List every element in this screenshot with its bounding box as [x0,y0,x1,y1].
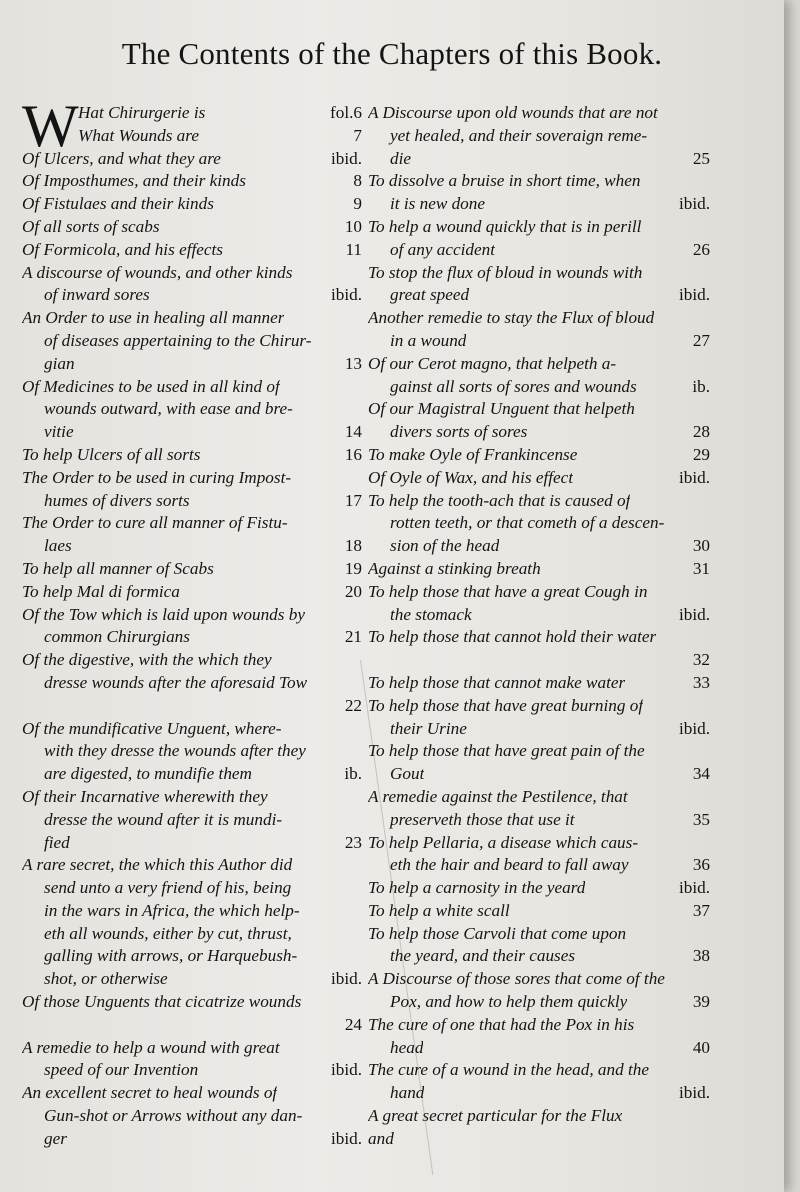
entry-text: the stomack [390,604,472,624]
entry-page-number: 30 [692,536,710,556]
entry-text: A discourse of wounds, and other kinds [22,262,293,282]
contents-entry-line [368,148,710,171]
entry-text: Of Oyle of Wax, and his effect [368,467,574,487]
entry-text: and [368,1128,394,1148]
entry-text: great speed [390,285,470,305]
contents-entry-line [22,672,362,695]
contents-entry-line [368,421,710,444]
entry-page-number: 33 [692,672,710,692]
entry-text: wounds outward, with ease and bre- [44,399,293,419]
contents-entry-line [22,923,362,946]
contents-entry-line [22,467,362,490]
entry-text: Of Formicola, and his effects [22,239,223,259]
entry-text: galling with arrows, or Harquebush- [44,946,298,966]
entry-text: To help Pellaria, a disease which caus- [368,832,639,852]
entry-text: Of the Tow which is laid upon wounds by [22,604,305,624]
contents-entry-line [22,786,362,809]
entry-text: An excellent secret to heal wounds of [22,1083,278,1103]
entry-page-number: ibid. [330,285,362,305]
entry-text: A remedie against the Pestilence, that [368,786,628,806]
entry-page-number: 22 [344,695,362,715]
entry-text: The Order to cure all manner of Fistu- [22,513,288,533]
contents-entry-line [368,877,710,900]
contents-entry-line [22,1037,362,1060]
entry-text: their Urine [390,718,467,738]
contents-column-left [22,93,362,1151]
entry-text: The cure of one that had the Pox in his [368,1014,635,1034]
entry-text: Of the digestive, with the which they [22,650,272,670]
contents-entry-line [22,239,362,262]
entry-text: Of Imposthumes, and their kinds [22,171,246,191]
entry-text: in the wars in Africa, the which help- [44,900,300,920]
entry-page-number: 39 [692,992,710,1012]
entry-page-number: 26 [692,239,710,259]
entry-text: ger [44,1128,67,1148]
contents-entry-line [22,1059,362,1082]
contents-entry-line [368,353,710,376]
entry-text: die [390,148,411,168]
entry-page-number: ibid. [678,718,710,738]
contents-entry-line [22,626,362,649]
entry-text: An Order to use in healing all manner [22,308,285,328]
entry-page-number: 28 [692,422,710,442]
contents-entry-line [22,558,362,581]
entry-text: To help those that have great burning of [368,695,644,715]
contents-entry-line [22,421,362,444]
entry-text: Gout [390,764,425,784]
entry-text: divers sorts of sores [390,422,528,442]
contents-entry-line [22,353,362,376]
entry-page-number: 38 [692,946,710,966]
entry-text: yet healed, and their soveraign reme- [390,125,648,145]
contents-entry-line [368,1037,710,1060]
contents-entry-line [22,991,362,1014]
entry-text: shot, or otherwise [44,969,168,989]
contents-entry-line [368,1014,710,1037]
contents-entry-line [22,216,362,239]
entry-text: To help those Carvoli that come upon [368,923,627,943]
entry-text: To help a carnosity in the yeard [368,878,586,898]
contents-entry-line [368,444,710,467]
entry-page-number: ibid. [678,194,710,214]
entry-text: gainst all sorts of sores and wounds [390,376,637,396]
contents-entry-line [368,968,710,991]
entry-page-number: ibid. [330,148,362,168]
contents-entry-line [22,581,362,604]
entry-page-number: ibid. [678,604,710,624]
entry-page-number: ibid. [678,878,710,898]
entry-text: Against a stinking breath [368,558,541,578]
entry-text: To stop the flux of bloud in wounds with [368,262,643,282]
contents-entry-line [368,763,710,786]
entry-page-number: 31 [692,558,710,578]
entry-page-number: 16 [344,444,362,464]
entry-page-number: 25 [692,148,710,168]
contents-entry-line [368,581,710,604]
entry-page-number: ibid. [678,1083,710,1103]
contents-entry-line [22,1082,362,1105]
contents-entry-line [22,695,362,718]
contents-entry-line [368,649,710,672]
entry-text: eth the hair and beard to fall away [390,855,629,875]
entry-text: Of their Incarnative wherewith they [22,786,268,806]
contents-entry-line [368,216,710,239]
contents-entry-line [22,1128,362,1151]
contents-entry-line [368,809,710,832]
contents-entry-line [368,718,710,741]
contents-entry-line [22,193,362,216]
entry-page-number: ibid. [678,285,710,305]
contents-entry-line [368,786,710,809]
contents-entry-line [368,900,710,923]
entry-page-number: 23 [344,832,362,852]
entry-text: To help Mal di formica [22,581,180,601]
entry-text: are digested, to mundifie them [44,764,252,784]
entry-text: Another remedie to stay the Flux of bloud [368,308,655,328]
entry-page-number: 11 [345,239,362,259]
entry-page-number: 34 [692,764,710,784]
entry-page-number: 8 [353,171,362,191]
entry-text: A Discourse of those sores that come of the [368,969,665,989]
entry-text: To help all manner of Scabs [22,558,214,578]
entry-text: To help the tooth-ach that is caused of [368,490,631,510]
contents-entry-line [22,763,362,786]
entry-text: To dissolve a bruise in short time, when [368,171,641,191]
contents-entry-line [22,1105,362,1128]
contents-entry-line [368,1082,710,1105]
contents-entry-line [368,740,710,763]
entry-page-number: 27 [692,330,710,350]
contents-entry-line [368,239,710,262]
entry-text: A Discourse upon old wounds that are not [368,103,658,122]
entry-text: Of Ulcers, and what they are [22,148,221,168]
contents-entry-line [22,307,362,330]
entry-page-number: ibid. [330,1060,362,1080]
entry-text: Of our Cerot magno, that helpeth a- [368,353,617,373]
entry-page-number: fol.6 [330,103,362,122]
entry-text: it is new done [390,194,486,214]
contents-entry-line [22,262,362,285]
entry-page-number: ib. [692,376,710,396]
entry-text: What Wounds are [78,125,199,145]
contents-entry-line [368,923,710,946]
contents-entry-line [368,490,710,513]
contents-entry-line [22,604,362,627]
contents-entry-line [368,512,710,535]
contents-entry-line [368,376,710,399]
entry-text: Gun-shot or Arrows without any dan- [44,1106,303,1126]
entry-text: Of all sorts of scabs [22,216,160,236]
entry-text: The cure of a wound in the head, and the [368,1060,650,1080]
entry-text: A rare secret, the which this Author did [22,855,293,875]
contents-entry-line [22,444,362,467]
entry-text: Of Fistulaes and their kinds [22,194,214,214]
entry-page-number: 20 [344,581,362,601]
contents-entry-line [22,535,362,558]
contents-entry-line [22,718,362,741]
contents-entry-line [22,832,362,855]
contents-entry-line [368,626,710,649]
contents-entry-line [368,558,710,581]
contents-entry-line [22,512,362,535]
contents-entry-line [22,900,362,923]
contents-entry-line [368,672,710,695]
contents-entry-line [22,968,362,991]
entry-page-number: 13 [344,353,362,373]
contents-entry-line [368,284,710,307]
contents-entry-line [22,809,362,832]
contents-entry-line [22,284,362,307]
contents-entry-line [368,125,710,148]
entry-text: send unto a very friend of his, being [44,878,292,898]
contents-entry-line [368,854,710,877]
contents-entry-line [22,740,362,763]
contents-entry-line [368,307,710,330]
contents-entry-line [368,467,710,490]
entry-text: fied [44,832,70,852]
contents-entry-line [368,193,710,216]
entry-page-number: 9 [353,194,362,214]
entry-page-number: ibid. [330,969,362,989]
entry-text: gian [44,353,75,373]
entry-text: Of those Unguents that cicatrize wounds [22,992,302,1012]
entry-text: To help those that cannot hold their water [368,627,657,647]
entry-text: A great secret particular for the Flux [368,1106,623,1126]
entry-page-number: 36 [692,855,710,875]
contents-entry-line [368,170,710,193]
contents-entry-line [368,102,710,125]
entry-page-number: 7 [353,125,362,145]
entry-text: To make Oyle of Frankincense [368,444,578,464]
entry-page-number: 37 [692,900,710,920]
entry-page-number: 17 [344,490,362,510]
entry-text: Hat Chirurgerie is [78,103,206,122]
entry-text: laes [44,536,72,556]
contents-entry-line [368,1059,710,1082]
contents-entry-line [22,877,362,900]
entry-text: speed of our Invention [44,1060,199,1080]
contents-entry-line [368,398,710,421]
entry-page-number: 32 [692,650,710,670]
entry-text: humes of divers sorts [44,490,190,510]
entry-text: in a wound [390,330,467,350]
entry-text: common Chirurgians [44,627,190,647]
entry-page-number: 29 [692,444,710,464]
contents-entry-line [22,398,362,421]
page-title: The Contents of the Chapters of this Book. [121,36,663,71]
contents-entry-line [22,1014,362,1037]
entry-page-number: 18 [344,536,362,556]
entry-page-number: 19 [344,558,362,578]
contents-entry-line [22,649,362,672]
entry-text: To help those that cannot make water [368,672,626,692]
contents-entry-line [368,262,710,285]
contents-entry-line [368,1128,710,1151]
contents-entry-line [368,604,710,627]
entry-text: vitie [44,422,74,442]
contents-entry-line [22,854,362,877]
contents-entry-line [22,945,362,968]
entry-text: sion of the head [390,536,500,556]
entry-text: To help Ulcers of all sorts [22,444,201,464]
contents-entry-line [368,1105,710,1128]
entry-text: Of Medicines to be used in all kind of [22,376,280,396]
entry-text: of any accident [390,239,495,259]
contents-entry-line [368,945,710,968]
entry-page-number: 35 [692,809,710,829]
entry-text: Pox, and how to help them quickly [390,992,628,1012]
entry-text: The Order to be used in curing Impost- [22,467,292,487]
entry-text: To help those that have a great Cough in [368,581,648,601]
entry-text: of diseases appertaining to the Chirur- [44,330,312,350]
entry-text: Of the mundificative Unguent, where- [22,718,282,738]
entry-text: rotten teeth, or that cometh of a descen- [390,513,665,533]
contents-entry-line [22,376,362,399]
contents-column-right [368,102,710,1151]
entry-text: preserveth those that use it [390,809,575,829]
contents-entry-line [22,490,362,513]
entry-page-number: 24 [344,1014,362,1034]
entry-page-number: 10 [344,216,362,236]
entry-text: A remedie to help a wound with great [22,1037,280,1057]
entry-text: hand [390,1083,425,1103]
entry-page-number: 14 [344,422,362,442]
contents-entry-line [22,170,362,193]
entry-text: the yeard, and their causes [390,946,576,966]
entry-text: Of our Magistral Unguent that helpeth [368,399,635,419]
contents-entry-line [368,832,710,855]
entry-page-number: 21 [344,627,362,647]
contents-entry-line [368,991,710,1014]
entry-text: To help those that have great pain of the [368,741,645,761]
drop-cap-letter: W [22,93,79,159]
contents-entry-line [368,695,710,718]
contents-entry-line [368,330,710,353]
entry-page-number: ibid. [678,467,710,487]
entry-text: To help a wound quickly that is in perill [368,216,642,236]
entry-text: eth all wounds, either by cut, thrust, [44,923,292,943]
entry-text: dresse the wound after it is mundi- [44,809,283,829]
entry-text: dresse wounds after the aforesaid Tow [44,672,308,692]
entry-text: To help a white scall [368,900,510,920]
contents-entry-line [22,330,362,353]
contents-entry-line [368,535,710,558]
entry-page-number: ib. [344,764,362,784]
entry-text: with they dresse the wounds after they [44,741,306,761]
entry-page-number: 40 [692,1037,710,1057]
entry-text: head [390,1037,424,1057]
entry-text: of inward sores [44,285,150,305]
entry-page-number: ibid. [330,1128,362,1148]
